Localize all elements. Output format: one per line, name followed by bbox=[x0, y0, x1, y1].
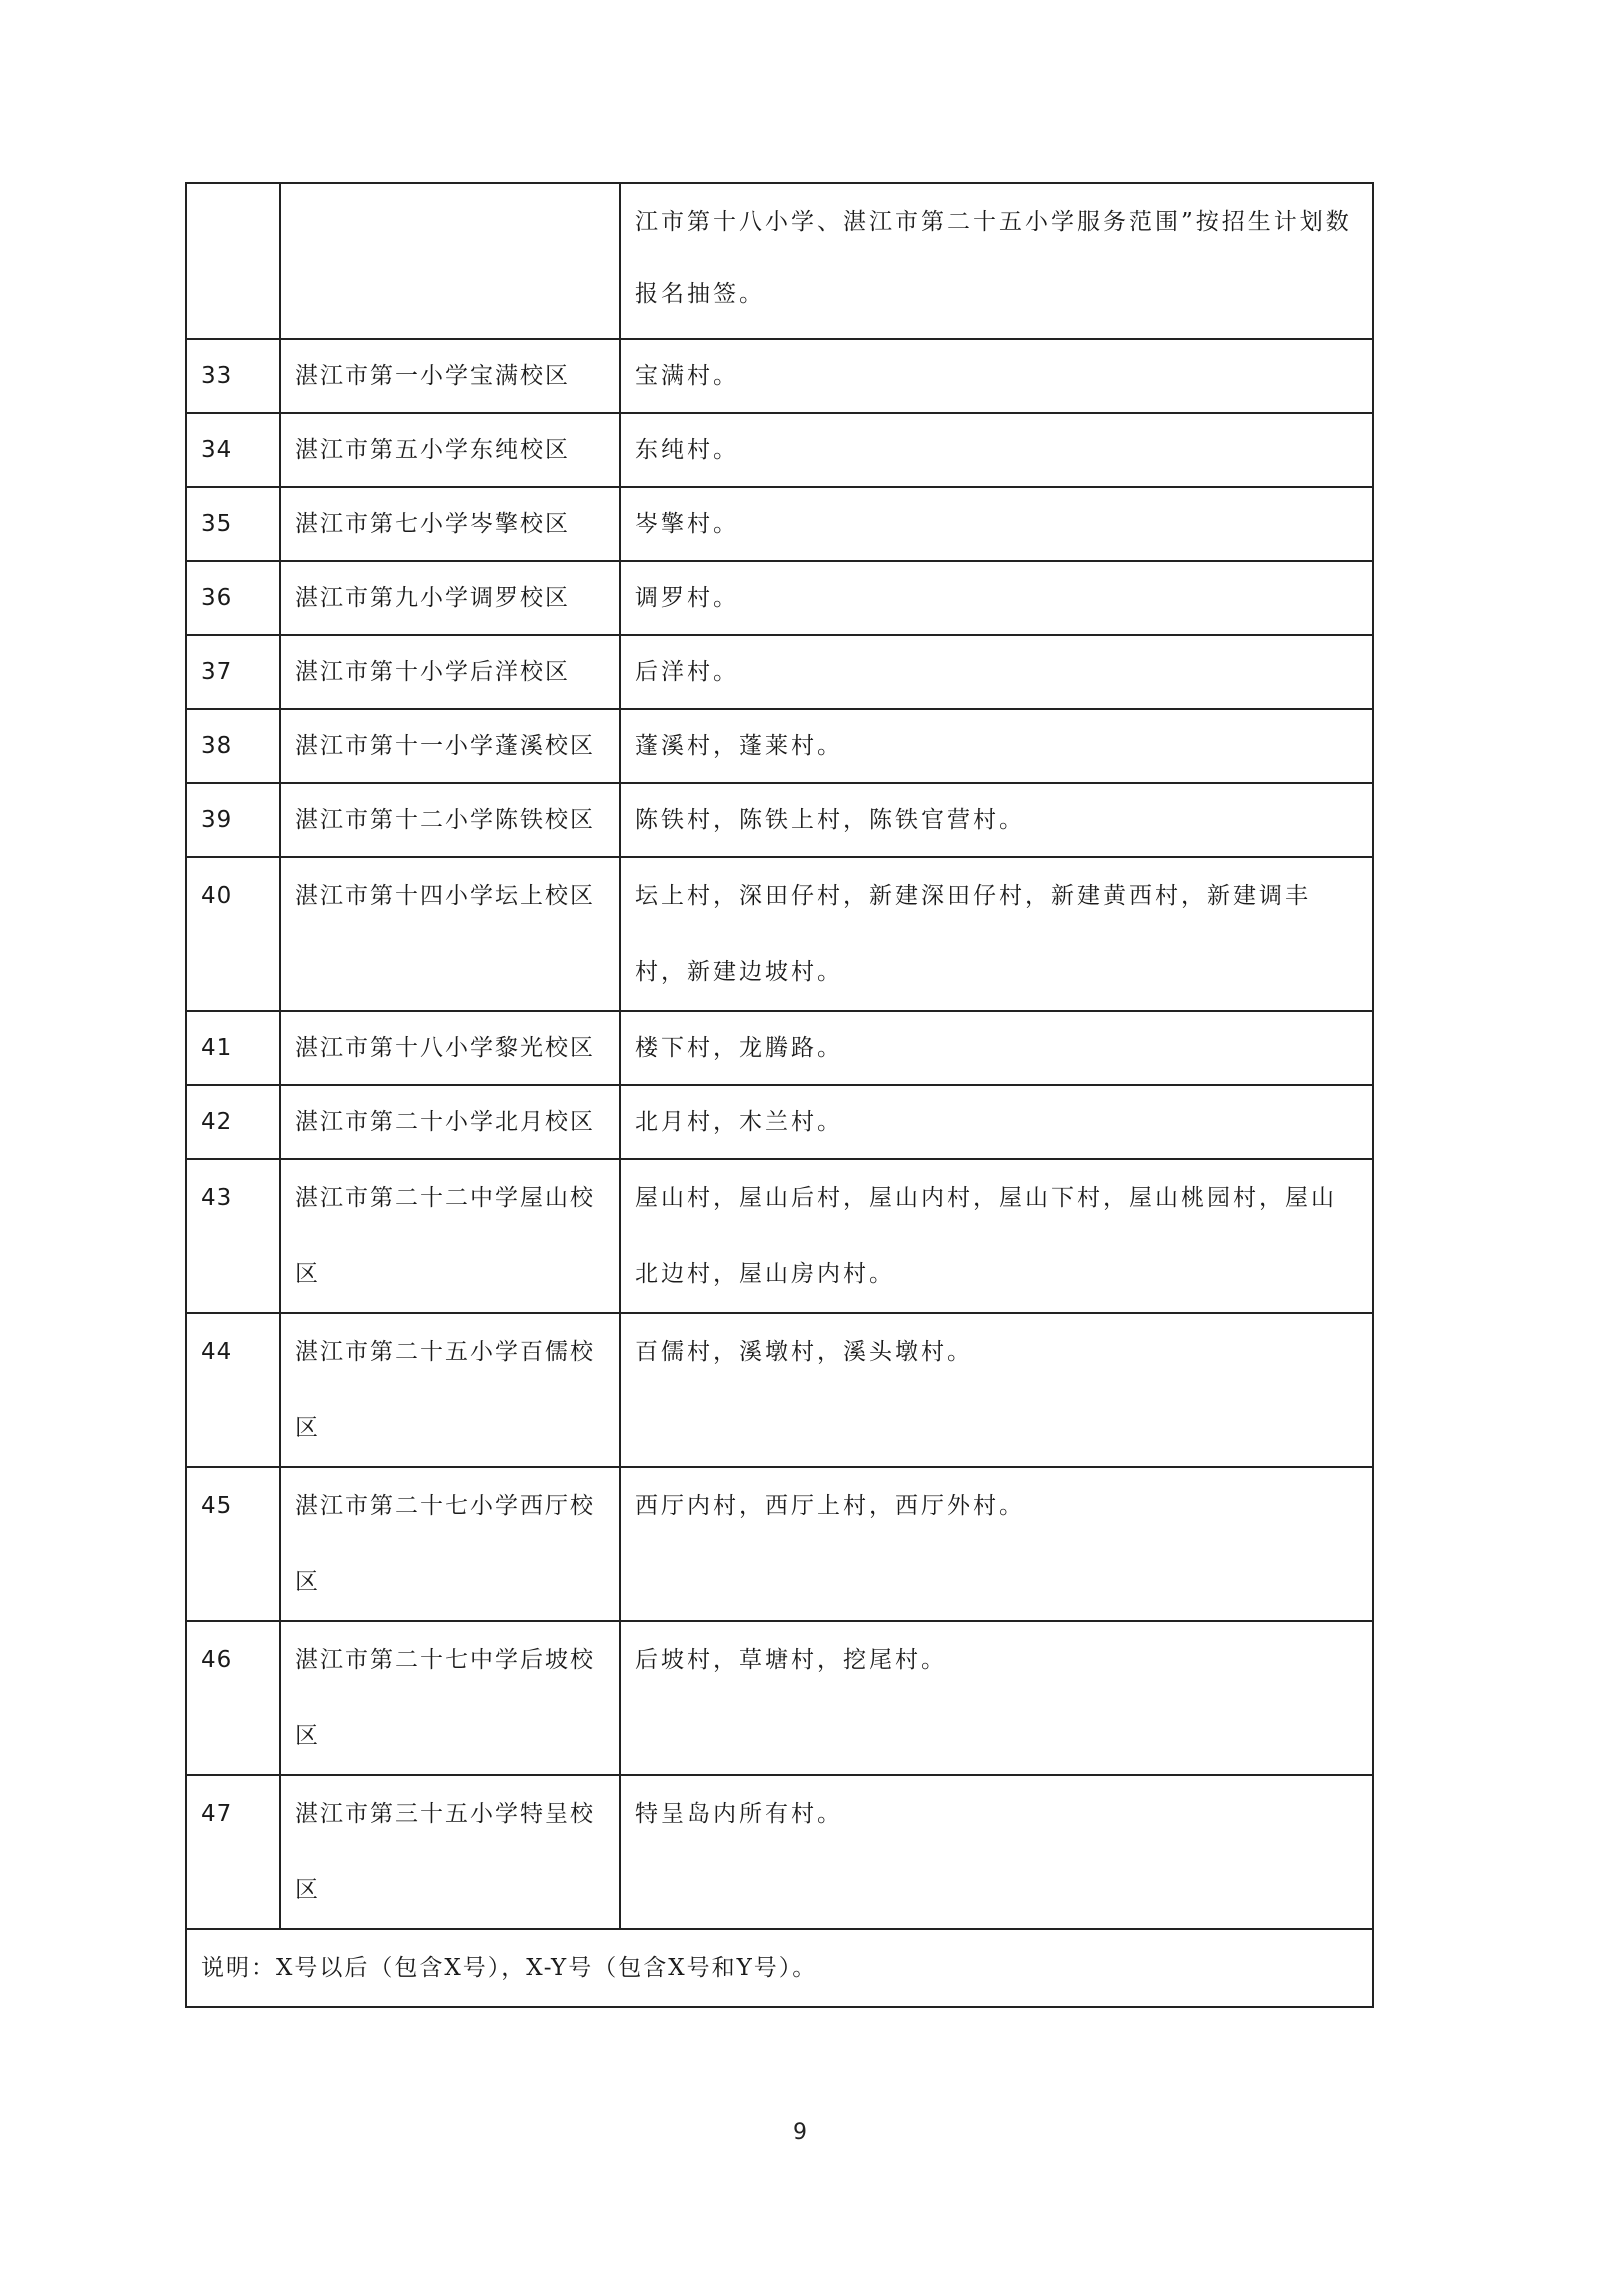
row-number: 34 bbox=[186, 413, 280, 487]
school-name: 湛江市第二十小学北月校区 bbox=[280, 1085, 620, 1159]
page-number: 9 bbox=[793, 2120, 807, 2145]
row-number: 39 bbox=[186, 783, 280, 857]
table-row bbox=[186, 857, 1373, 1011]
table-row bbox=[186, 339, 1373, 413]
school-name bbox=[280, 183, 620, 339]
row-number: 43 bbox=[186, 1159, 280, 1313]
table-row bbox=[186, 1621, 1373, 1775]
table-row bbox=[186, 1467, 1373, 1621]
row-number: 44 bbox=[186, 1313, 280, 1467]
school-name: 湛江市第十二小学陈铁校区 bbox=[280, 783, 620, 857]
service-area: 江市第十八小学、湛江市第二十五小学服务范围”按招生计划数报名抽签。 bbox=[620, 183, 1373, 339]
school-name: 湛江市第十八小学黎光校区 bbox=[280, 1011, 620, 1085]
table-row bbox=[186, 413, 1373, 487]
row-number: 37 bbox=[186, 635, 280, 709]
table-row bbox=[186, 709, 1373, 783]
row-number: 33 bbox=[186, 339, 280, 413]
row-number: 47 bbox=[186, 1775, 280, 1929]
school-name: 湛江市第十四小学坛上校区 bbox=[280, 857, 620, 1011]
service-area: 后坡村，草塘村，挖尾村。 bbox=[620, 1621, 1373, 1775]
table-row bbox=[186, 561, 1373, 635]
service-area: 百儒村，溪墩村，溪头墩村。 bbox=[620, 1313, 1373, 1467]
table-note: 说明：X号以后（包含X号），X-Y号（包含X号和Y号）。 bbox=[186, 1929, 1373, 2007]
service-area: 蓬溪村，蓬莱村。 bbox=[620, 709, 1373, 783]
service-area: 后洋村。 bbox=[620, 635, 1373, 709]
service-area: 特呈岛内所有村。 bbox=[620, 1775, 1373, 1929]
row-number: 46 bbox=[186, 1621, 280, 1775]
row-number: 42 bbox=[186, 1085, 280, 1159]
table-row bbox=[186, 487, 1373, 561]
school-name: 湛江市第五小学东纯校区 bbox=[280, 413, 620, 487]
table-row bbox=[186, 1313, 1373, 1467]
table-row bbox=[186, 635, 1373, 709]
row-number: 41 bbox=[186, 1011, 280, 1085]
school-name: 湛江市第十小学后洋校区 bbox=[280, 635, 620, 709]
row-number: 45 bbox=[186, 1467, 280, 1621]
service-area: 坛上村，深田仔村，新建深田仔村，新建黄西村，新建调丰村，新建边坡村。 bbox=[620, 857, 1373, 1011]
service-area: 屋山村，屋山后村，屋山内村，屋山下村，屋山桃园村，屋山北边村，屋山房内村。 bbox=[620, 1159, 1373, 1313]
school-name: 湛江市第二十七小学西厅校区 bbox=[280, 1467, 620, 1621]
service-area: 北月村，木兰村。 bbox=[620, 1085, 1373, 1159]
service-area: 宝满村。 bbox=[620, 339, 1373, 413]
table-row bbox=[186, 1159, 1373, 1313]
school-name: 湛江市第七小学岑擎校区 bbox=[280, 487, 620, 561]
row-number bbox=[186, 183, 280, 339]
table-row bbox=[186, 783, 1373, 857]
table-row bbox=[186, 1011, 1373, 1085]
row-number: 35 bbox=[186, 487, 280, 561]
service-area: 楼下村，龙腾路。 bbox=[620, 1011, 1373, 1085]
school-name: 湛江市第一小学宝满校区 bbox=[280, 339, 620, 413]
service-area: 岑擎村。 bbox=[620, 487, 1373, 561]
school-name: 湛江市第九小学调罗校区 bbox=[280, 561, 620, 635]
row-number: 38 bbox=[186, 709, 280, 783]
service-area: 西厅内村，西厅上村，西厅外村。 bbox=[620, 1467, 1373, 1621]
note-row bbox=[186, 1929, 1373, 2007]
school-name: 湛江市第二十五小学百儒校区 bbox=[280, 1313, 620, 1467]
service-area: 东纯村。 bbox=[620, 413, 1373, 487]
row-number: 40 bbox=[186, 857, 280, 1011]
school-name: 湛江市第三十五小学特呈校区 bbox=[280, 1775, 620, 1929]
school-name: 湛江市第二十二中学屋山校区 bbox=[280, 1159, 620, 1313]
row-number: 36 bbox=[186, 561, 280, 635]
table-row bbox=[186, 183, 1373, 339]
table-row bbox=[186, 1085, 1373, 1159]
school-name: 湛江市第十一小学蓬溪校区 bbox=[280, 709, 620, 783]
service-area: 调罗村。 bbox=[620, 561, 1373, 635]
service-area: 陈铁村，陈铁上村，陈铁官营村。 bbox=[620, 783, 1373, 857]
school-name: 湛江市第二十七中学后坡校区 bbox=[280, 1621, 620, 1775]
table-row bbox=[186, 1775, 1373, 1929]
enrollment-area-table bbox=[185, 182, 1374, 2008]
